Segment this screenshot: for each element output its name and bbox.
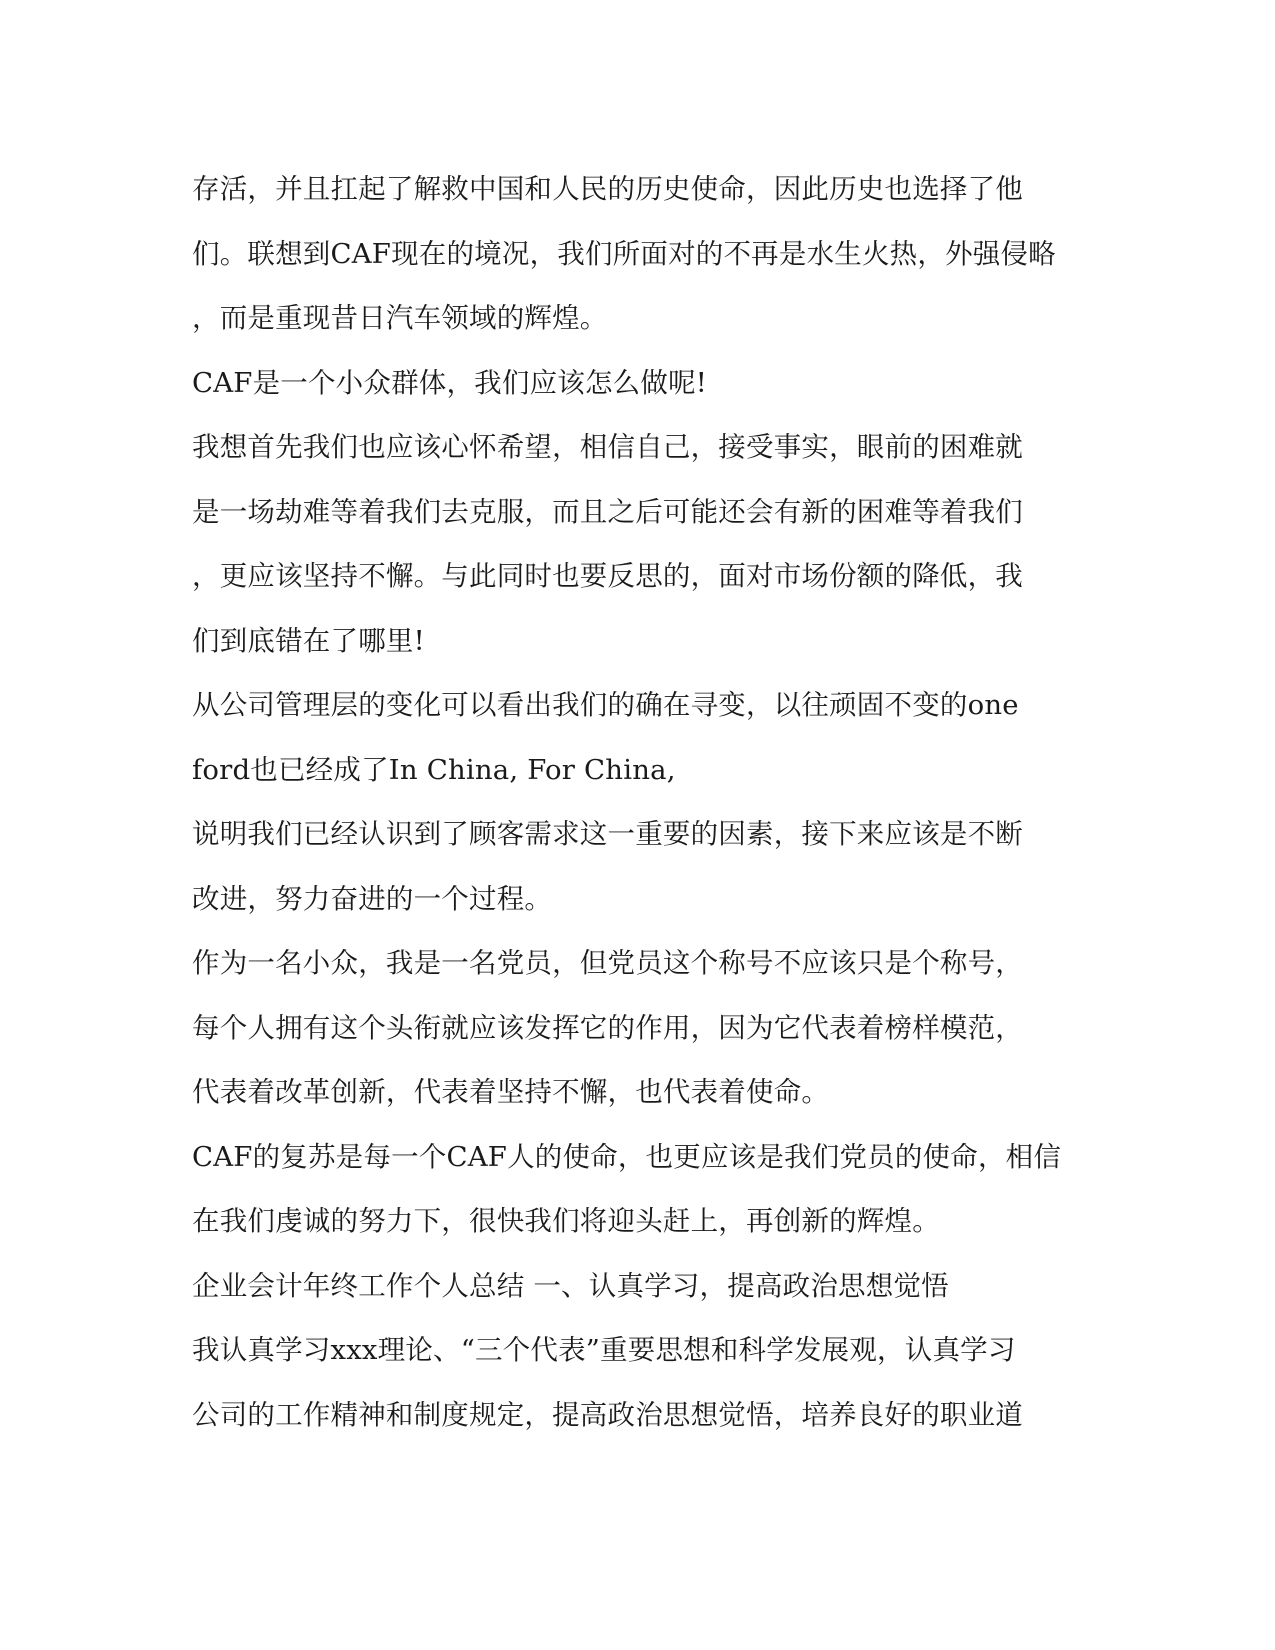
text-line: 我想首先我们也应该心怀希望，相信自己，接受事实，眼前的困难就 xyxy=(192,431,1023,463)
text-line: 作为一名小众，我是一名党员，但党员这个称号不应该只是个称号， xyxy=(192,947,1023,979)
text-line: 是一场劫难等着我们去克服，而且之后可能还会有新的困难等着我们 xyxy=(192,495,1023,528)
text-line: 说明我们已经认识到了顾客需求这一重要的因素，接下来应该是不断 xyxy=(192,818,1023,850)
text-line: CAF是一个小众群体，我们应该怎么做呢! xyxy=(192,366,708,399)
text-line: 我认真学习xxx理论、“三个代表”重要思想和科学发展观，认真学习 xyxy=(192,1334,1016,1366)
text-line: 公司的工作精神和制度规定，提高政治思想觉悟，培养良好的职业道 xyxy=(192,1398,1023,1431)
text-line: 改进，努力奋进的一个过程。 xyxy=(192,882,553,915)
text-line: ford也已经成了In China, For China, xyxy=(192,753,676,786)
text-line: 存活，并且扛起了解救中国和人民的历史使命，因此历史也选择了他 xyxy=(192,173,1023,205)
document-body xyxy=(192,157,1092,1447)
text-line: 在我们虔诚的努力下，很快我们将迎头赶上，再创新的辉煌。 xyxy=(192,1205,940,1237)
text-line: 们。联想到CAF现在的境况，我们所面对的不再是水生火热，外强侵略 xyxy=(192,237,1056,270)
text-line: 从公司管理层的变化可以看出我们的确在寻变，以往顽固不变的one xyxy=(192,689,1019,721)
text-line: ，更应该坚持不懈。与此同时也要反思的，面对市场份额的降低，我 xyxy=(192,560,1023,592)
text-line: CAF的复苏是每一个CAF人的使命，也更应该是我们党员的使命，相信 xyxy=(192,1140,1062,1173)
text-line: 代表着改革创新，代表着坚持不懈，也代表着使命。 xyxy=(192,1076,830,1108)
text-line: 每个人拥有这个头衔就应该发挥它的作用，因为它代表着榜样模范， xyxy=(192,1011,1023,1044)
text-line: 们到底错在了哪里! xyxy=(192,624,425,657)
section-heading-line: 企业会计年终工作个人总结 一、认真学习，提高政治思想觉悟 xyxy=(192,1269,949,1302)
text-line: ，而是重现昔日汽车领域的辉煌。 xyxy=(192,302,608,334)
